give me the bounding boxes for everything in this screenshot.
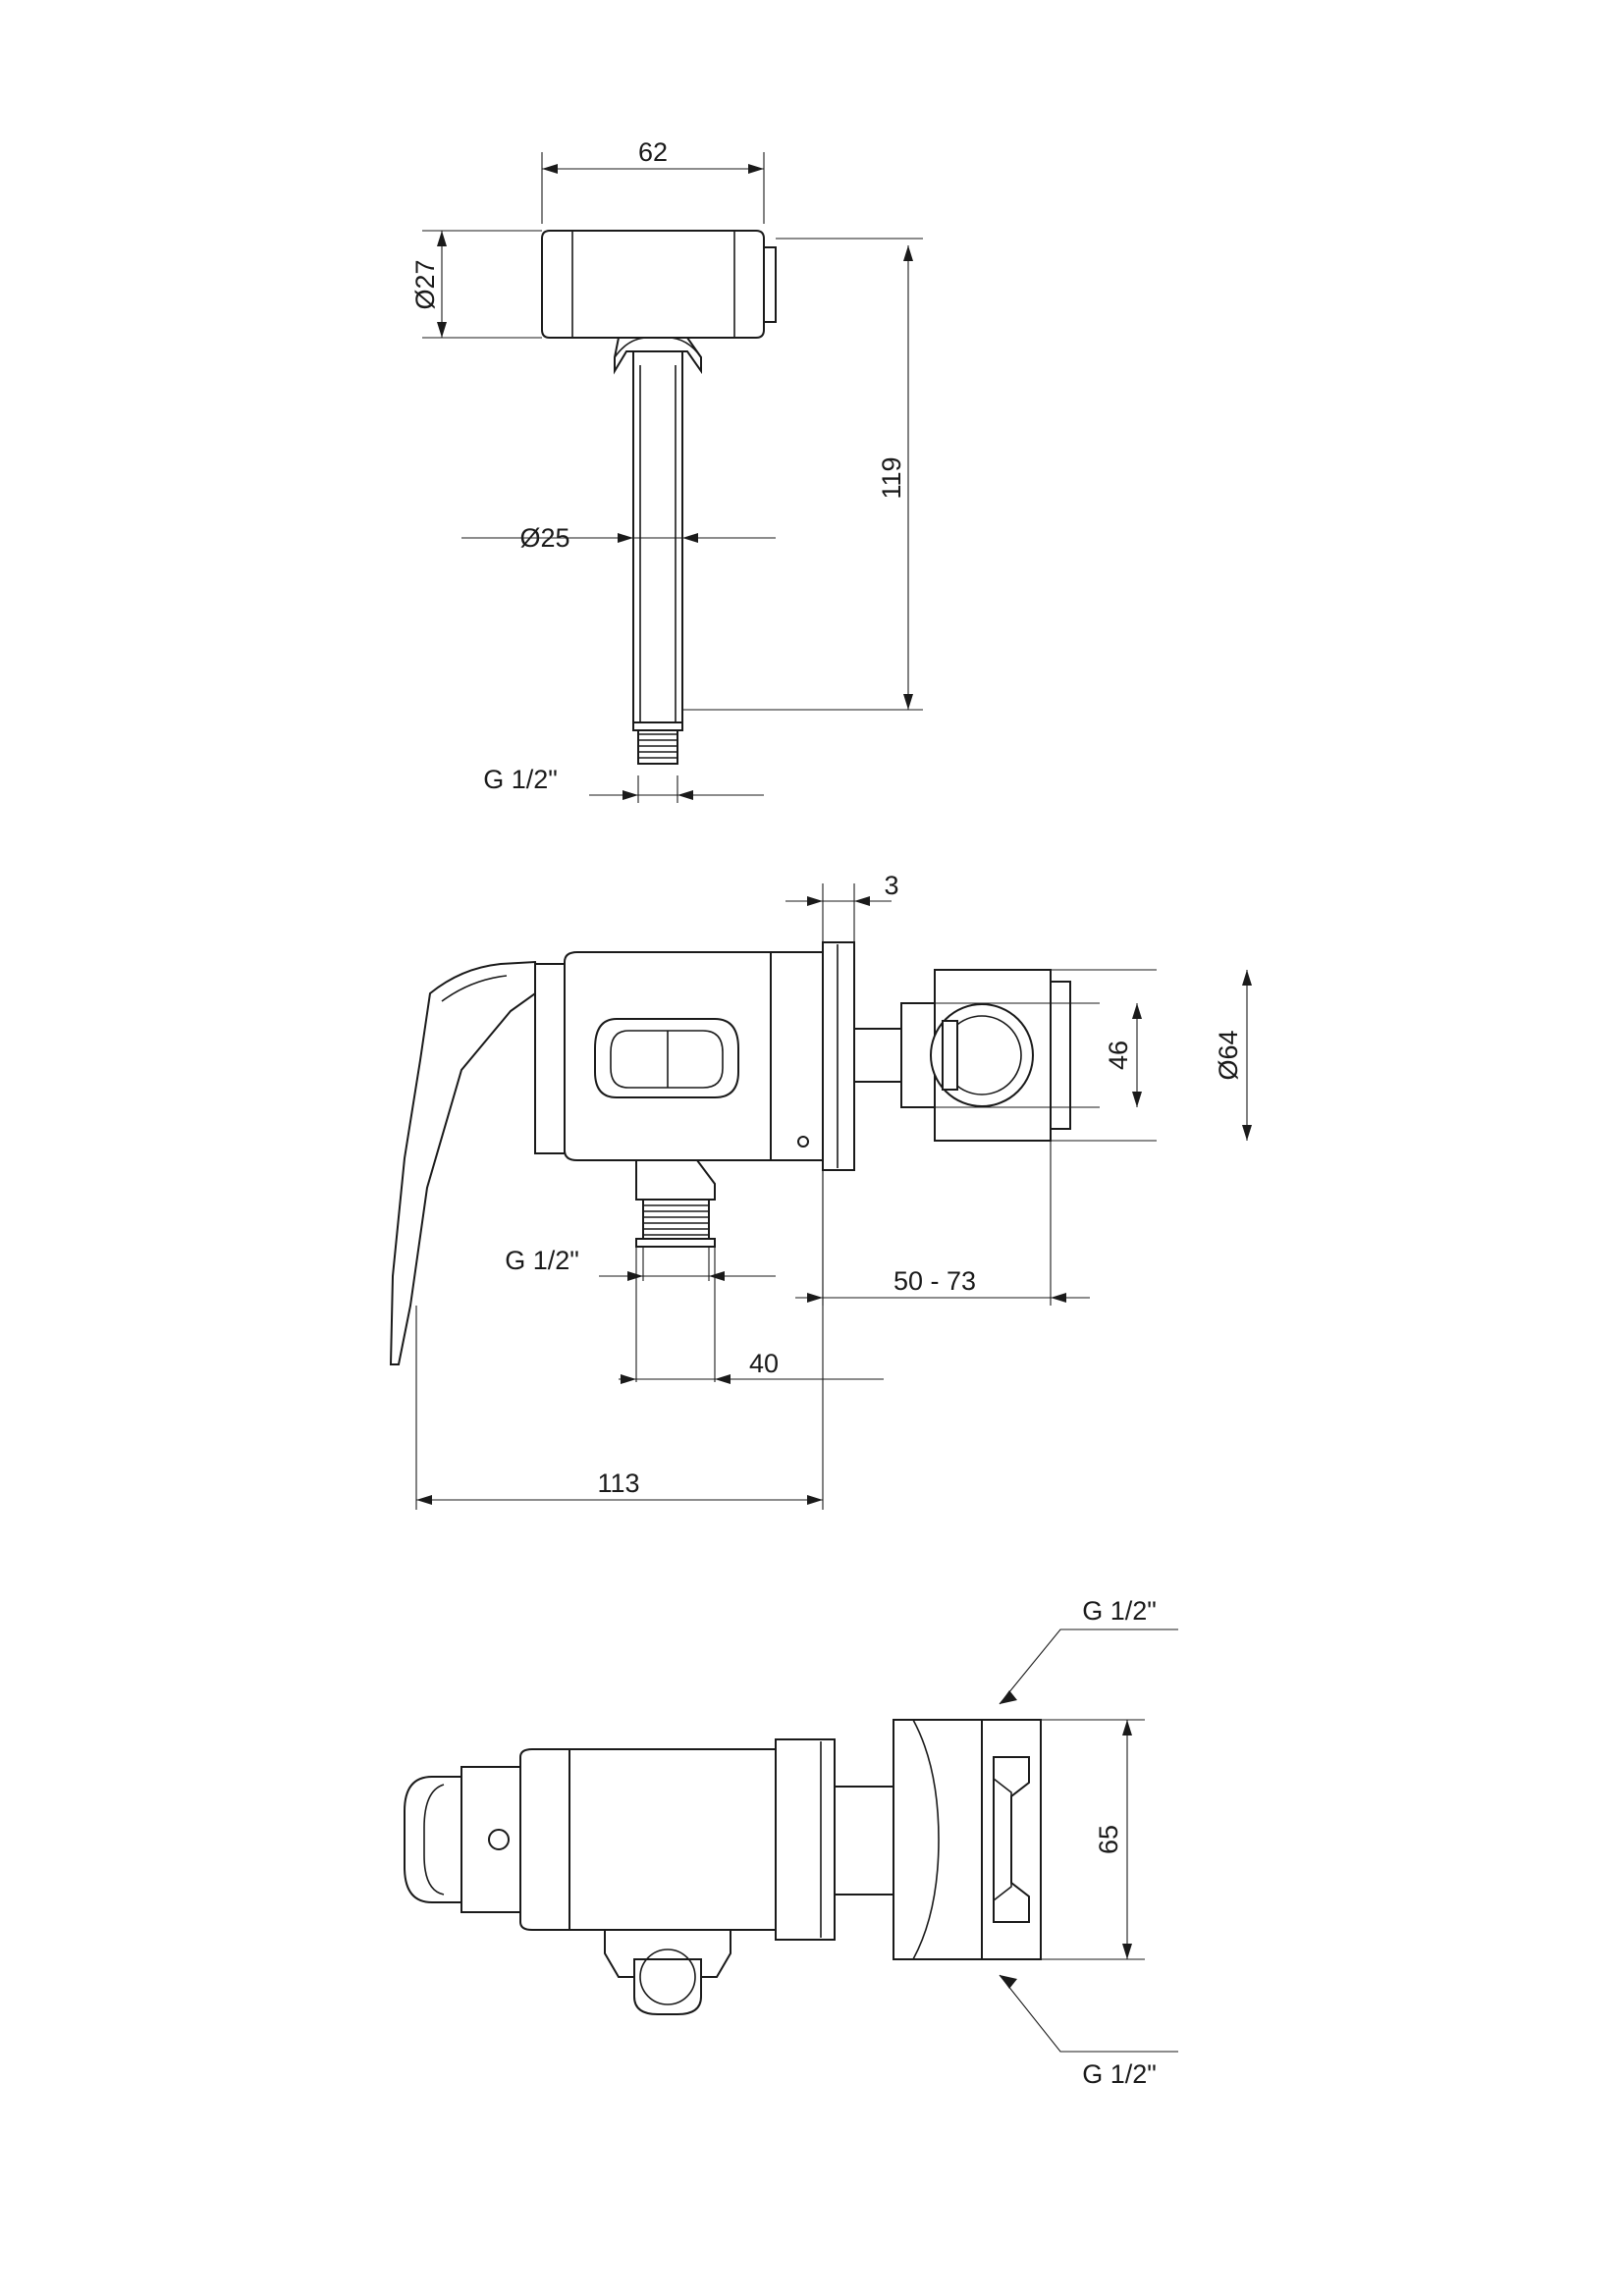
dim-119-label: 119: [877, 456, 906, 500]
dim-d27-label: Ø27: [410, 259, 440, 310]
dim-119: [877, 245, 913, 710]
view-handset-front: [410, 137, 923, 803]
dim-46: [1104, 1003, 1142, 1107]
dim-g12-outlet-label: G 1/2": [505, 1246, 579, 1275]
dim-g12-handset-label: G 1/2": [483, 765, 558, 794]
dim-65: [1094, 1720, 1132, 1959]
mixer-top-geometry: [405, 1720, 1041, 2014]
dim-62: [542, 137, 764, 174]
dim-d25-label: Ø25: [519, 523, 570, 553]
dim-d27: [410, 231, 447, 338]
dim-40-label: 40: [748, 1349, 780, 1378]
handset-geometry: [542, 231, 776, 764]
dim-40: [619, 1349, 884, 1384]
dim-113: [416, 1468, 823, 1505]
leader-g12-bottom: [1000, 1975, 1178, 2089]
leader-g12-bottom-label: G 1/2": [1082, 2059, 1157, 2089]
dim-3: [785, 871, 899, 906]
dim-3-label: 3: [884, 871, 899, 900]
dim-62-label: 62: [637, 137, 669, 167]
view-mixer-side: [391, 871, 1252, 1510]
dim-g12-outlet: [505, 1246, 776, 1281]
dim-46-label: 46: [1104, 1040, 1133, 1071]
dim-50-73-label: 50 - 73: [893, 1266, 977, 1296]
dim-d64-label: Ø64: [1214, 1030, 1243, 1081]
dim-g12-handset: [483, 765, 764, 800]
dim-113-label: 113: [597, 1468, 640, 1498]
leader-g12-top-label: G 1/2": [1082, 1596, 1157, 1626]
dim-d64: [1214, 970, 1252, 1141]
dim-50-73: [795, 1266, 1090, 1303]
view3-extension-lines: [1041, 1720, 1145, 1959]
dim-65-label: 65: [1094, 1824, 1123, 1855]
view-mixer-top: [405, 1596, 1178, 2089]
leader-g12-top: [1000, 1596, 1178, 1704]
mixer-side-geometry: [391, 942, 1070, 1364]
